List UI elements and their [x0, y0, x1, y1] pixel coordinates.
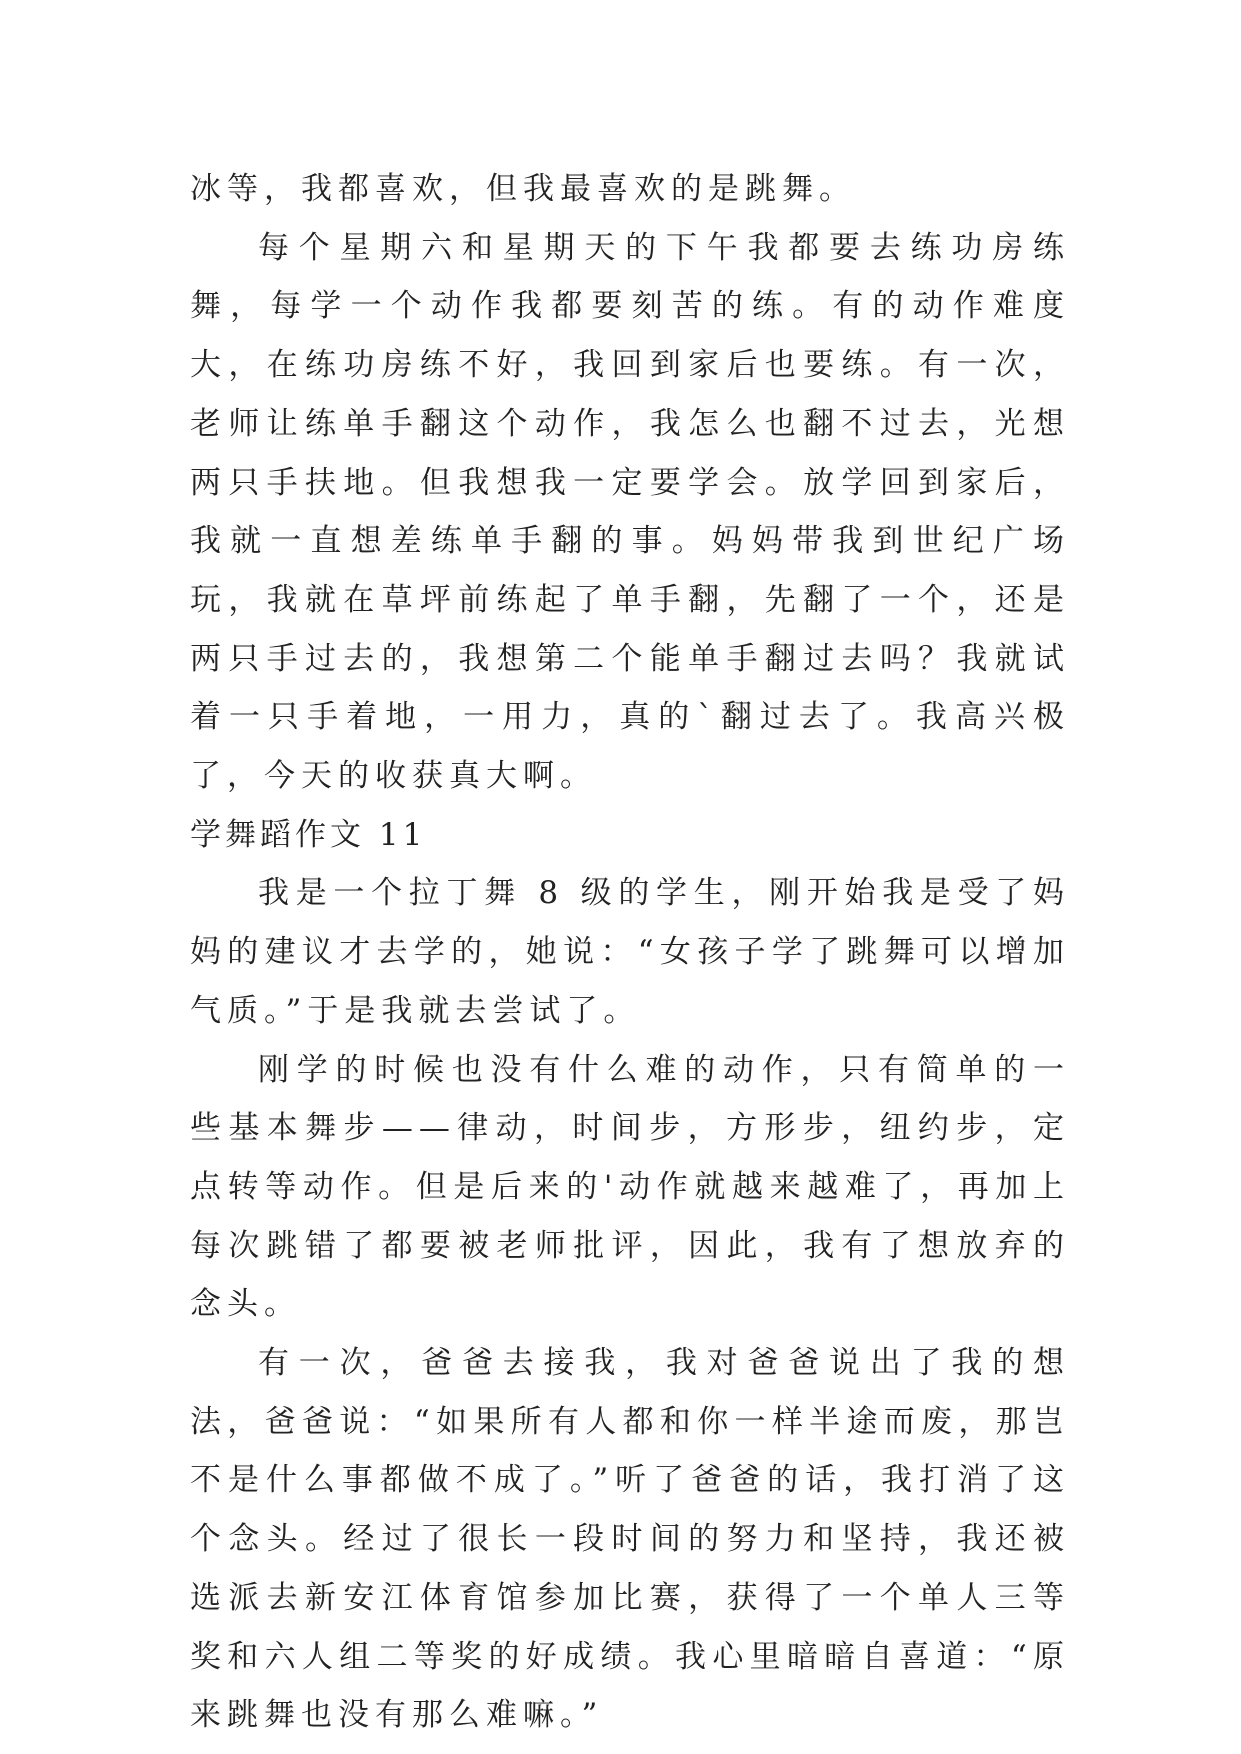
section-heading: 学舞蹈作文 11	[190, 816, 427, 853]
document-body	[190, 160, 1070, 1745]
paragraph-4: 刚学的时候也没有什么难的动作，只有简单的一些基本舞步——律动，时间步，方形步，纽约步，定点转等动作。但是后来的'动作就越来越难了，再加上每次跳错了都要被老师批评，因此，我有了想放弃的念头。	[190, 1051, 1070, 1323]
paragraph-1: 冰等，我都喜欢，但我最喜欢的是跳舞。	[190, 171, 856, 207]
paragraph-5: 有一次，爸爸去接我，我对爸爸说出了我的想法，爸爸说：“如果所有人都和你一样半途而废，那岂不是什么事都做不成了。”听了爸爸的话，我打消了这个念头。经过了很长一段时间的努力和坚持，我还被选派去新安江体育馆参加比赛，获得了一个单人三等奖和六人组二等奖的好成绩。我心里暗暗自喜道：“原来跳舞也没有那么难嘛。”	[190, 1345, 1070, 1734]
paragraph-2: 每个星期六和星期天的下午我都要去练功房练舞，每学一个动作我都要刻苦的练。有的动作难度大，在练功房练不好，我回到家后也要练。有一次，老师让练单手翻这个动作，我怎么也翻不过去，光想两只手扶地。但我想我一定要学会。放学回到家后，我就一直想差练单手翻的事。妈妈带我到世纪广场玩，我就在草坪前练起了单手翻，先翻了一个，还是两只手过去的，我想第二个能单手翻过去吗？我就试着一只手着地，一用力，真的`翻过去了。我高兴极了，今天的收获真大啊。	[190, 229, 1070, 795]
paragraph-3: 我是一个拉丁舞 8 级的学生，刚开始我是受了妈妈的建议才去学的，她说：“女孩子学了跳舞可以增加气质。”于是我就去尝试了。	[190, 875, 1070, 1029]
